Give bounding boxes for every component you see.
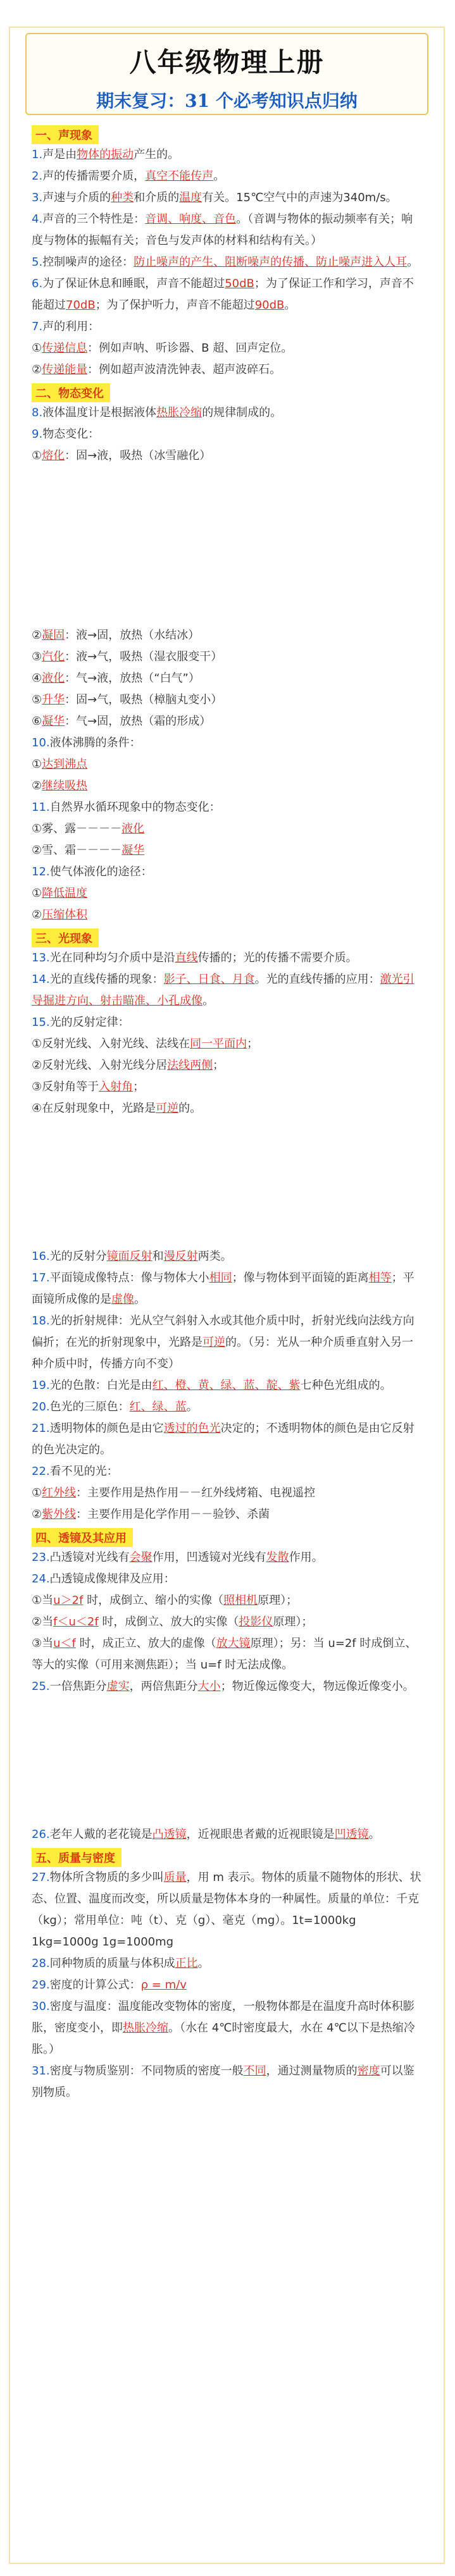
point-9a: ①熔化：固→液，吸热（冰雪融化） — [32, 449, 211, 462]
point-24: 24.凸透镜成像规律及应用： — [32, 1572, 175, 1586]
point-15b: ②反射光线、入射光线分居法线两侧； — [32, 1059, 225, 1072]
point-1: 1.声是由物体的振动产生的。 — [32, 148, 180, 161]
point-20: 20.色光的三原色：红、绿、蓝。 — [32, 1400, 198, 1414]
blank-space — [32, 1698, 422, 1824]
section-heading-lenses: 四、透镜及其应用 — [32, 1528, 133, 1547]
page-subtitle: 期末复习：31 个必考知识点归纳 — [96, 90, 358, 111]
point-9: 9.物态变化： — [32, 428, 100, 441]
point-12: 12.使气体液化的途径： — [32, 865, 153, 878]
point-16: 16.光的反射分镜面反射和漫反射两类。 — [32, 1250, 232, 1263]
point-25: 25.一倍焦距分虚实，两倍焦距分大小；物近像远像变大，物远像近像变小。 — [32, 1680, 414, 1693]
blank-space — [32, 1119, 422, 1246]
point-23: 23.凸透镜对光线有会聚作用，凹透镜对光线有发散作用。 — [32, 1551, 323, 1564]
point-13: 13.光在同种均匀介质中是沿直线传播的；光的传播不需要介质。 — [32, 951, 358, 964]
point-12a: ①降低温度 — [32, 887, 88, 900]
notes-body — [32, 123, 422, 2104]
point-10: 10.液体沸腾的条件： — [32, 736, 141, 749]
point-22a: ①红外线：主要作用是热作用－－红外线烤箱、电视遥控 — [32, 1486, 316, 1500]
point-11b: ②雪、霜－－－－凝华 — [32, 844, 145, 857]
point-9c: ③汽化：液→气，吸热（湿衣服变干） — [32, 650, 223, 663]
point-9d: ④液化：气→液，放热（“白气”） — [32, 672, 200, 685]
point-24a: ①当u＞2f 时，成倒立、缩小的实像（照相机原理）； — [32, 1594, 298, 1607]
point-10b: ②继续吸热 — [32, 779, 88, 792]
point-22b: ②紫外线：主要作用是化学作用－－验钞、杀菌 — [32, 1508, 270, 1521]
point-15c: ③反射角等于入射角； — [32, 1080, 145, 1094]
point-24b: ②当f＜u＜2f 时，成倒立、放大的实像（投影仪原理）； — [32, 1615, 313, 1629]
point-19: 19.光的色散：白光是由红、橙、黄、绿、蓝、靛、紫七种色光组成的。 — [32, 1379, 392, 1392]
page-title: 八年级物理上册 — [129, 47, 325, 78]
point-14: 14.光的直线传播的现象：影子、日食、月食。光的直线传播的应用：激光引导掘进方向、射击瞄准、小孔成像。 — [32, 973, 414, 1008]
point-7b: ②传递能量：例如超声波清洗钟表、超声波碎石。 — [32, 363, 282, 376]
point-7a: ①传递信息：例如声呐、听诊器、B 超、回声定位。 — [32, 342, 293, 355]
point-3: 3.声速与介质的种类和介质的温度有关。15℃空气中的声速为340m/s。 — [32, 191, 397, 204]
title-card — [25, 33, 428, 115]
point-22: 22.看不见的光： — [32, 1465, 118, 1478]
point-10a: ①达到沸点 — [32, 758, 88, 771]
point-2: 2.声的传播需要介质，真空不能传声。 — [32, 169, 225, 183]
point-4: 4.声音的三个特性是：音调、响度、音色。（音调与物体的振动频率有关；响度与物体的振幅有关；音色与发声体的材料和结构有关。） — [32, 213, 413, 247]
point-17: 17.平面镜成像特点：像与物体大小相同；像与物体到平面镜的距离相等；平面镜所成像的是虚像。 — [32, 1271, 414, 1306]
point-28: 28.同种物质的质量与体积成正比。 — [32, 1957, 209, 1970]
point-27: 27.物体所含物质的多少叫质量，用 m 表示。物体的质量不随物体的形状、状态、位置、温度而改变，所以质量是物体本身的一种属性。质量的单位：千克（kg）；常用单位：吨（t）、克（g）、毫克（mg）。1t=1000kg 1kg=1000g 1g=1000mg — [32, 1871, 421, 1949]
point-24c: ③当u＜f 时，成正立、放大的虚像（放大镜原理）；另：当 u=2f 时成倒立、等大的实像（可用来测焦距）；当 u=f 时无法成像。 — [32, 1637, 417, 1672]
point-5: 5.控制噪声的途径：防止噪声的产生、阻断噪声的传播、防止噪声进入人耳。 — [32, 256, 419, 269]
section-heading-states: 二、物态变化 — [32, 383, 110, 402]
point-30: 30.密度与温度：温度能改变物体的密度，一般物体都是在温度升高时体积膨胀，密度变小，即热胀冷缩。（水在 4℃时密度最大，水在 4℃以下是热缩冷胀。） — [32, 2000, 415, 2056]
point-11a: ①雾、露－－－－液化 — [32, 822, 145, 835]
point-29: 29.密度的计算公式：ρ = m/v — [32, 1978, 187, 1992]
point-15d: ④在反射现象中，光路是可逆的。 — [32, 1102, 202, 1115]
point-15: 15.光的反射定律： — [32, 1016, 130, 1029]
point-18: 18.光的折射规律：光从空气斜射入水或其他介质中时，折射光线向法线方向偏折；在光的折射现象中，光路是可逆的。（另：光从一种介质垂直射入另一种介质中时，传播方向不变） — [32, 1314, 414, 1371]
point-12b: ②压缩体积 — [32, 908, 88, 921]
point-31: 31.密度与物质鉴别：不同物质的密度一般不同，通过测量物质的密度可以鉴别物质。 — [32, 2064, 414, 2099]
section-heading-light: 三、光现象 — [32, 928, 99, 947]
section-heading-sound: 一、声现象 — [32, 125, 99, 144]
point-9e: ⑤升华：固→气，吸热（樟脑丸变小） — [32, 693, 223, 706]
point-26: 26.老年人戴的老花镜是凸透镜，近视眼患者戴的近视眼镜是凹透镜。 — [32, 1828, 380, 1841]
blank-space — [32, 467, 422, 625]
section-heading-mass-density: 五、质量与密度 — [32, 1848, 122, 1867]
point-7: 7.声的利用： — [32, 320, 100, 333]
point-11: 11.自然界水循环现象中的物态变化： — [32, 801, 221, 814]
point-8: 8.液体温度计是根据液体热胀冷缩的规律制成的。 — [32, 406, 282, 419]
point-15a: ①反射光线、入射光线、法线在同一平面内； — [32, 1037, 259, 1051]
point-9f: ⑥凝华：气→固，放热（霜的形成） — [32, 715, 211, 728]
point-21: 21.透明物体的颜色是由它透过的色光决定的；不透明物体的颜色是由它反射的色光决定的。 — [32, 1422, 414, 1457]
point-6: 6.为了保证休息和睡眠，声音不能超过50dB；为了保证工作和学习，声音不能超过70dB；为了保护听力，声音不能超过90dB。 — [32, 277, 414, 312]
point-9b: ②凝固：液→固，放热（水结冰） — [32, 629, 200, 642]
